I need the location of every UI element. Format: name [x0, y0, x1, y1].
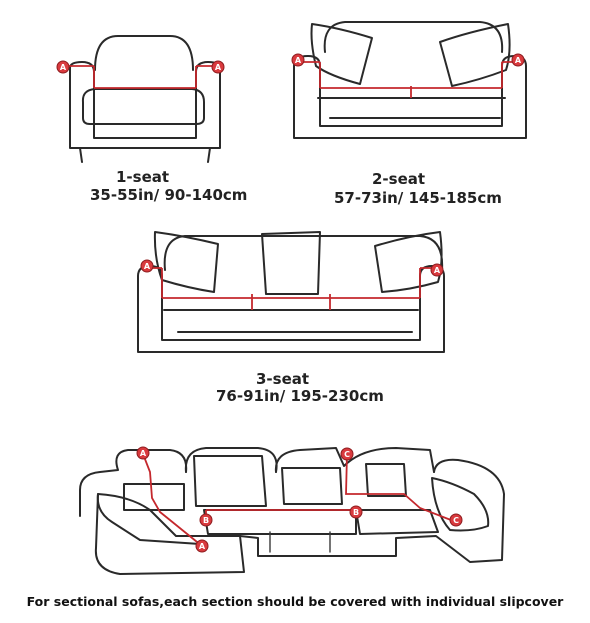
- svg-text:A: A: [198, 542, 206, 551]
- marker-c-icon: [341, 448, 353, 460]
- marker-a-icon: [141, 260, 153, 272]
- svg-text:A: A: [59, 63, 67, 72]
- three-seat-label: 3-seat: [256, 370, 310, 388]
- three-seat-size: 76-91in/ 195-230cm: [216, 387, 384, 405]
- marker-a-icon: [512, 54, 524, 66]
- three-seat-sofa: [138, 232, 444, 352]
- marker-a-icon: [292, 54, 304, 66]
- svg-text:C: C: [453, 516, 459, 525]
- svg-text:A: A: [143, 262, 151, 271]
- marker-a-icon: [431, 264, 443, 276]
- sectional-sofa: [80, 447, 504, 574]
- marker-b-icon: [350, 506, 362, 518]
- one-seat-label: 1-seat: [116, 168, 170, 186]
- svg-text:A: A: [294, 56, 302, 65]
- one-seat-sofa: [57, 36, 224, 162]
- two-seat-label: 2-seat: [372, 170, 426, 188]
- svg-text:C: C: [344, 450, 350, 459]
- svg-text:A: A: [214, 63, 222, 72]
- svg-text:B: B: [202, 516, 210, 525]
- svg-text:A: A: [139, 449, 147, 458]
- marker-a-icon: [212, 61, 224, 73]
- marker-a-icon: [196, 540, 208, 552]
- marker-a-icon: [57, 61, 69, 73]
- one-seat-size: 35-55in/ 90-140cm: [90, 186, 248, 204]
- svg-text:A: A: [514, 56, 522, 65]
- sectional-note: For sectional sofas,each section should be covered with individual slipcover: [26, 594, 564, 609]
- svg-text:B: B: [352, 508, 360, 517]
- marker-c-icon: [450, 514, 462, 526]
- svg-text:A: A: [433, 266, 441, 275]
- two-seat-sofa: [292, 22, 526, 138]
- marker-a-icon: [137, 447, 149, 459]
- marker-b-icon: [200, 514, 212, 526]
- two-seat-size: 57-73in/ 145-185cm: [334, 189, 502, 207]
